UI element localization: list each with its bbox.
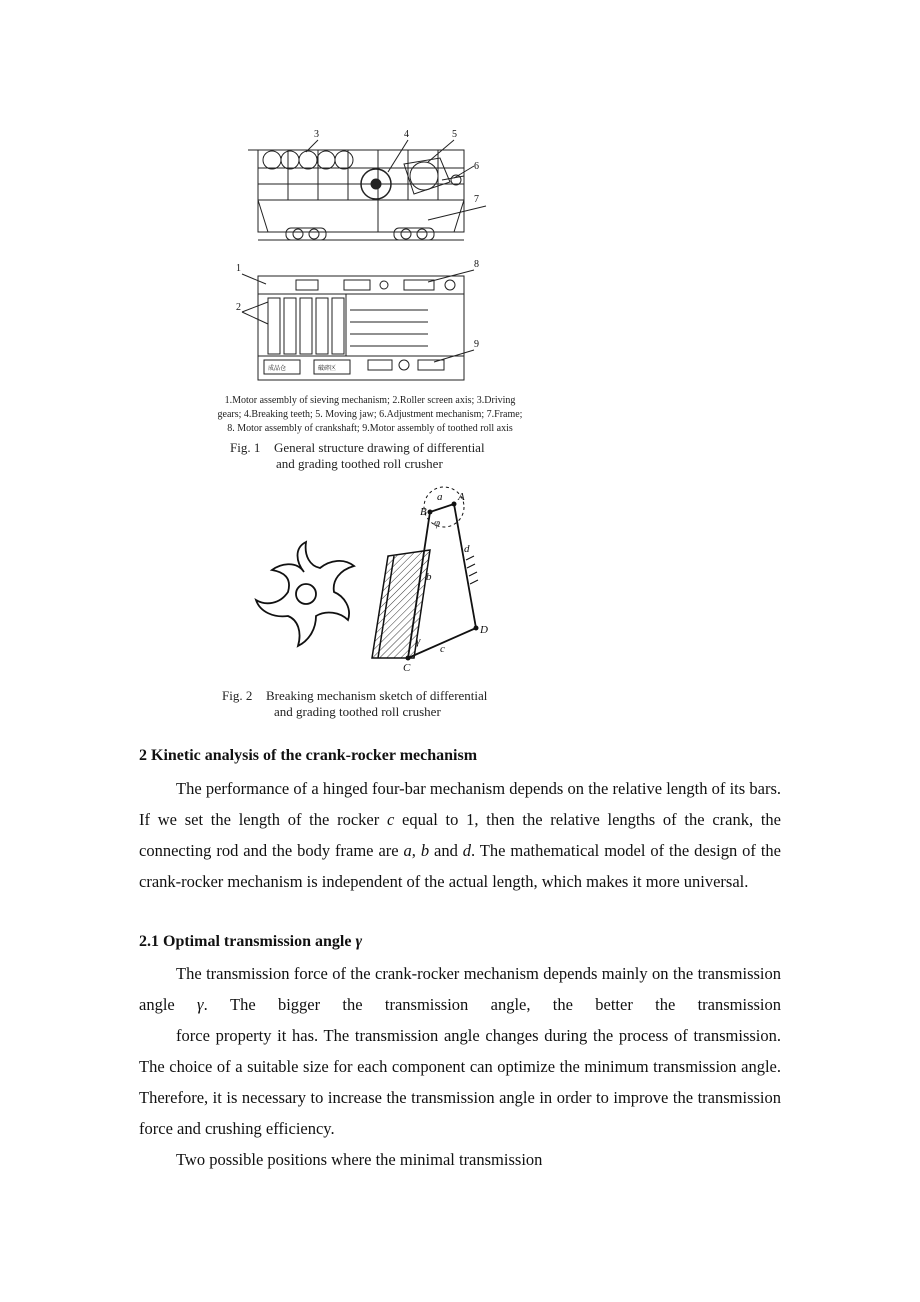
- figure-1-structure-drawing: [228, 124, 498, 386]
- fig2-roll-hub: [296, 584, 316, 604]
- fig1-callout-7: 7: [474, 194, 479, 205]
- section-2-heading: 2 Kinetic analysis of the crank-rocker mechanism: [139, 747, 478, 764]
- fig2-label-gamma: γ: [416, 635, 421, 647]
- fig2-caption-line2: and grading toothed roll crusher: [274, 704, 441, 719]
- fig2-caption-line1: Breaking mechanism sketch of differential: [266, 688, 488, 703]
- fig1-caption-line2: and grading toothed roll crusher: [276, 456, 443, 471]
- fig1-caption-number: Fig. 1: [230, 440, 261, 455]
- fig1-caption: [230, 440, 485, 472]
- fig1-legend-line: 8. Motor assembly of crankshaft; 9.Motor assembly of toothed roll axis: [227, 423, 513, 434]
- fig1-legend-line: gears; 4.Breaking teeth; 5. Moving jaw; 6.Adjustment mechanism; 7.Frame;: [217, 409, 523, 420]
- fig1-callout-6: 6: [474, 161, 479, 172]
- fig1-callout-9: 9: [474, 339, 479, 350]
- fig1-legend-line: 1.Motor assembly of sieving mechanism; 2.Roller screen axis; 3.Driving: [224, 395, 516, 406]
- fig1-caption-line1: General structure drawing of differential: [274, 440, 485, 455]
- fig1-panel-label-1: 成品仓: [268, 365, 287, 372]
- section-2-1-heading: 2.1 Optimal transmission angle γ: [139, 933, 363, 950]
- fig2-label-D: D: [480, 624, 488, 636]
- fig2-label-b: b: [426, 571, 432, 583]
- fig1-plan-view-frame: [258, 276, 464, 380]
- fig2-label-B: B: [420, 506, 427, 518]
- fig2-label-A: A: [458, 491, 465, 503]
- figure-2-breaking-mechanism-sketch: [244, 482, 518, 680]
- fig1-callout-1: 1: [236, 263, 241, 274]
- fig1-panel-label-2: 破碎区: [318, 365, 337, 372]
- fig1-callout-5: 5: [452, 129, 457, 140]
- fig1-callout-4: 4: [404, 129, 409, 140]
- section-2-paragraph: The performance of a hinged four-bar mechanism depends on the relative length of its bars. If we set the length of the rocker c equal to 1, then the relative lengths of the crank, the connecting rod and the body frame are a, b and d. The mathematical model of the design of the crank-rocker mechanism is independent of the actual length, which makes it more universal.: [139, 779, 782, 891]
- fig2-label-C: C: [403, 662, 411, 674]
- section-2-1-paragraph-3: Two possible positions where the minimal transmission: [176, 1150, 543, 1169]
- fig2-toothed-roll: [256, 542, 354, 646]
- fig1-callout-2: 2: [236, 302, 241, 313]
- fig1-side-view-frame: [258, 150, 464, 232]
- fig2-caption-number: Fig. 2: [222, 688, 253, 703]
- section-2-1-paragraph-2: force property it has. The transmission angle changes during the process of transmission. The choice of a suitable size for each component can optimize the minimum transmission angle. Therefore, it is necessary to increase the transmission angle in order to improve the transmission force and crushing efficiency.: [139, 1026, 781, 1138]
- fig1-legend: [190, 394, 550, 436]
- fig2-label-d: d: [464, 543, 470, 555]
- fig2-crank-a: [430, 504, 454, 512]
- section-2-1-paragraph-1: The transmission force of the crank-rocker mechanism depends mainly on the transmission angle γ. The bigger the transmission angle, the better the transmission: [139, 964, 782, 1014]
- fig2-link-d: [454, 504, 476, 628]
- fig2-label-a: a: [437, 491, 443, 503]
- fig1-callout-3: 3: [314, 129, 319, 140]
- fig2-caption: [222, 688, 487, 720]
- fig2-label-c: c: [440, 643, 445, 655]
- fig2-label-phi: φ: [434, 517, 441, 529]
- fig1-callout-8: 8: [474, 259, 479, 270]
